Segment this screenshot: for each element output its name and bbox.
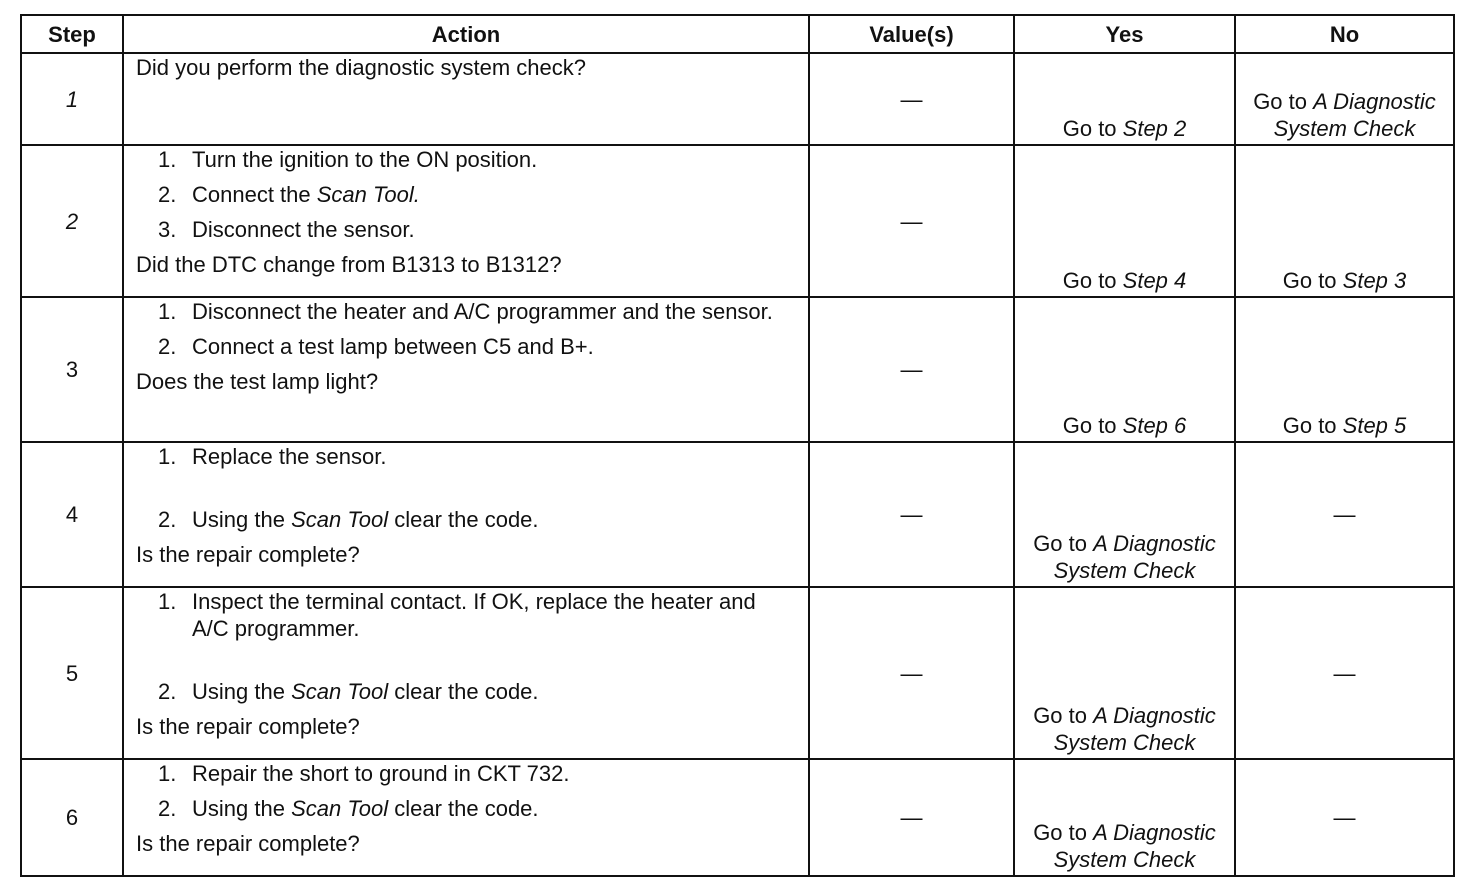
substep (136, 146, 796, 173)
substep-text: Repair the short to ground in CKT 732. (192, 761, 570, 786)
substep-number: 1. (158, 444, 177, 469)
goto-target: A Diagnostic System Check (1273, 89, 1436, 141)
table-row (21, 759, 1454, 876)
value-dash: — (900, 86, 923, 112)
action-cell (123, 442, 809, 587)
goto-target: Step 4 (1122, 268, 1187, 293)
goto-target: Step 6 (1122, 413, 1187, 438)
no-cell (1235, 587, 1454, 759)
substep-number: 1. (158, 761, 177, 786)
question-text: Is the repair complete? (136, 831, 360, 856)
substep-text: Scan Tool (291, 796, 389, 821)
action-cell (123, 145, 809, 297)
substep-text: Connect the (192, 182, 317, 207)
yes-goto-link[interactable] (1015, 530, 1234, 584)
question-text: Is the repair complete? (136, 714, 360, 739)
substep-text: Using the (192, 796, 292, 821)
substep-list (136, 588, 796, 705)
substep (136, 298, 796, 325)
value-cell (809, 587, 1014, 759)
header-no: No (1235, 15, 1454, 53)
substep-text: Scan Tool. (316, 182, 420, 207)
substep (136, 506, 796, 533)
substep-number: 2. (158, 796, 177, 821)
substep (136, 443, 796, 470)
step-number: 4 (21, 442, 123, 587)
substep-text: Using the (192, 507, 292, 532)
step-number: 3 (21, 297, 123, 442)
no-cell (1235, 297, 1454, 442)
question-text: Did you perform the diagnostic system check? (136, 55, 586, 80)
no-dash: — (1333, 805, 1356, 830)
table-row (21, 297, 1454, 442)
substep-text: Disconnect the heater and A/C programmer and the sensor. (192, 299, 773, 324)
substep-number: 2. (158, 334, 177, 359)
substep (136, 795, 796, 822)
substep-number: 1. (158, 589, 177, 614)
substep-text: clear the code. (388, 796, 539, 821)
substep-text: Using the (192, 679, 292, 704)
header-yes: Yes (1014, 15, 1235, 53)
value-dash: — (900, 502, 923, 527)
substep-text: Connect a test lamp between C5 and B+. (192, 334, 594, 359)
step-number: 2 (21, 145, 123, 297)
substep-list (136, 146, 796, 243)
no-dash: — (1333, 660, 1356, 686)
value-dash: — (900, 357, 923, 382)
question-text: Does the test lamp light? (136, 369, 379, 394)
goto-prefix: Go to (1062, 268, 1123, 293)
value-cell (809, 53, 1014, 145)
goto-prefix: Go to (1033, 820, 1094, 845)
yes-cell (1014, 53, 1235, 145)
value-cell (809, 442, 1014, 587)
goto-prefix: Go to (1033, 703, 1094, 728)
yes-goto-link[interactable] (1015, 702, 1234, 756)
substep-list (136, 298, 796, 360)
goto-target: A Diagnostic System Check (1053, 820, 1216, 872)
goto-target: Step 2 (1122, 116, 1187, 141)
table-row (21, 587, 1454, 759)
yes-cell (1014, 297, 1235, 442)
action-cell (123, 297, 809, 442)
value-cell (809, 145, 1014, 297)
substep (136, 760, 796, 787)
goto-prefix: Go to (1282, 413, 1343, 438)
no-cell (1235, 145, 1454, 297)
yes-goto-link[interactable] (1015, 267, 1234, 294)
table-row (21, 145, 1454, 297)
substep-number: 1. (158, 147, 177, 172)
no-goto-link[interactable] (1236, 412, 1453, 439)
no-cell (1235, 53, 1454, 145)
no-goto-link[interactable] (1236, 88, 1453, 142)
goto-prefix: Go to (1253, 89, 1314, 114)
value-cell (809, 297, 1014, 442)
substep-list (136, 443, 796, 533)
table-row (21, 53, 1454, 145)
substep-number: 3. (158, 217, 177, 242)
substep (136, 216, 796, 243)
goto-prefix: Go to (1062, 413, 1123, 438)
action-cell (123, 53, 809, 145)
substep (136, 181, 796, 208)
diagnostic-table (20, 14, 1455, 877)
no-dash: — (1333, 502, 1356, 527)
step-number: 5 (21, 587, 123, 759)
action-cell (123, 759, 809, 876)
yes-goto-link[interactable] (1015, 115, 1234, 142)
question-text: Is the repair complete? (136, 542, 360, 567)
goto-target: A Diagnostic System Check (1053, 703, 1216, 755)
substep-number: 2. (158, 507, 177, 532)
header-action: Action (123, 15, 809, 53)
goto-prefix: Go to (1282, 268, 1343, 293)
no-cell (1235, 442, 1454, 587)
yes-cell (1014, 759, 1235, 876)
yes-goto-link[interactable] (1015, 819, 1234, 873)
value-dash: — (900, 660, 923, 686)
table-row (21, 442, 1454, 587)
substep-text: Scan Tool (291, 507, 389, 532)
substep-text: Turn the ignition to the ON position. (192, 147, 538, 172)
substep-number: 2. (158, 679, 177, 704)
yes-goto-link[interactable] (1015, 412, 1234, 439)
goto-target: Step 3 (1342, 268, 1407, 293)
yes-cell (1014, 587, 1235, 759)
yes-cell (1014, 145, 1235, 297)
no-cell (1235, 759, 1454, 876)
substep (136, 333, 796, 360)
substep (136, 588, 796, 642)
goto-prefix: Go to (1033, 531, 1094, 556)
action-cell (123, 587, 809, 759)
no-goto-link[interactable] (1236, 267, 1453, 294)
substep-list (136, 760, 796, 822)
question-text: Did the DTC change from B1313 to B1312? (136, 252, 562, 277)
header-row (21, 15, 1454, 53)
substep-text: Replace the sensor. (192, 444, 387, 469)
substep-number: 1. (158, 299, 177, 324)
substep-text: Disconnect the sensor. (192, 217, 415, 242)
header-step: Step (21, 15, 123, 53)
value-dash: — (900, 208, 923, 234)
step-number: 6 (21, 759, 123, 876)
substep-text: Inspect the terminal contact. If OK, replace the heater and A/C programmer. (192, 589, 756, 641)
header-values: Value(s) (809, 15, 1014, 53)
substep-text: Scan Tool (291, 679, 389, 704)
step-number: 1 (21, 53, 123, 145)
value-cell (809, 759, 1014, 876)
goto-prefix: Go to (1062, 116, 1123, 141)
goto-target: Step 5 (1342, 413, 1407, 438)
yes-cell (1014, 442, 1235, 587)
substep-number: 2. (158, 182, 177, 207)
substep (136, 678, 796, 705)
substep-text: clear the code. (388, 507, 539, 532)
substep-text: clear the code. (388, 679, 539, 704)
goto-target: A Diagnostic System Check (1053, 531, 1216, 583)
value-dash: — (900, 805, 923, 830)
